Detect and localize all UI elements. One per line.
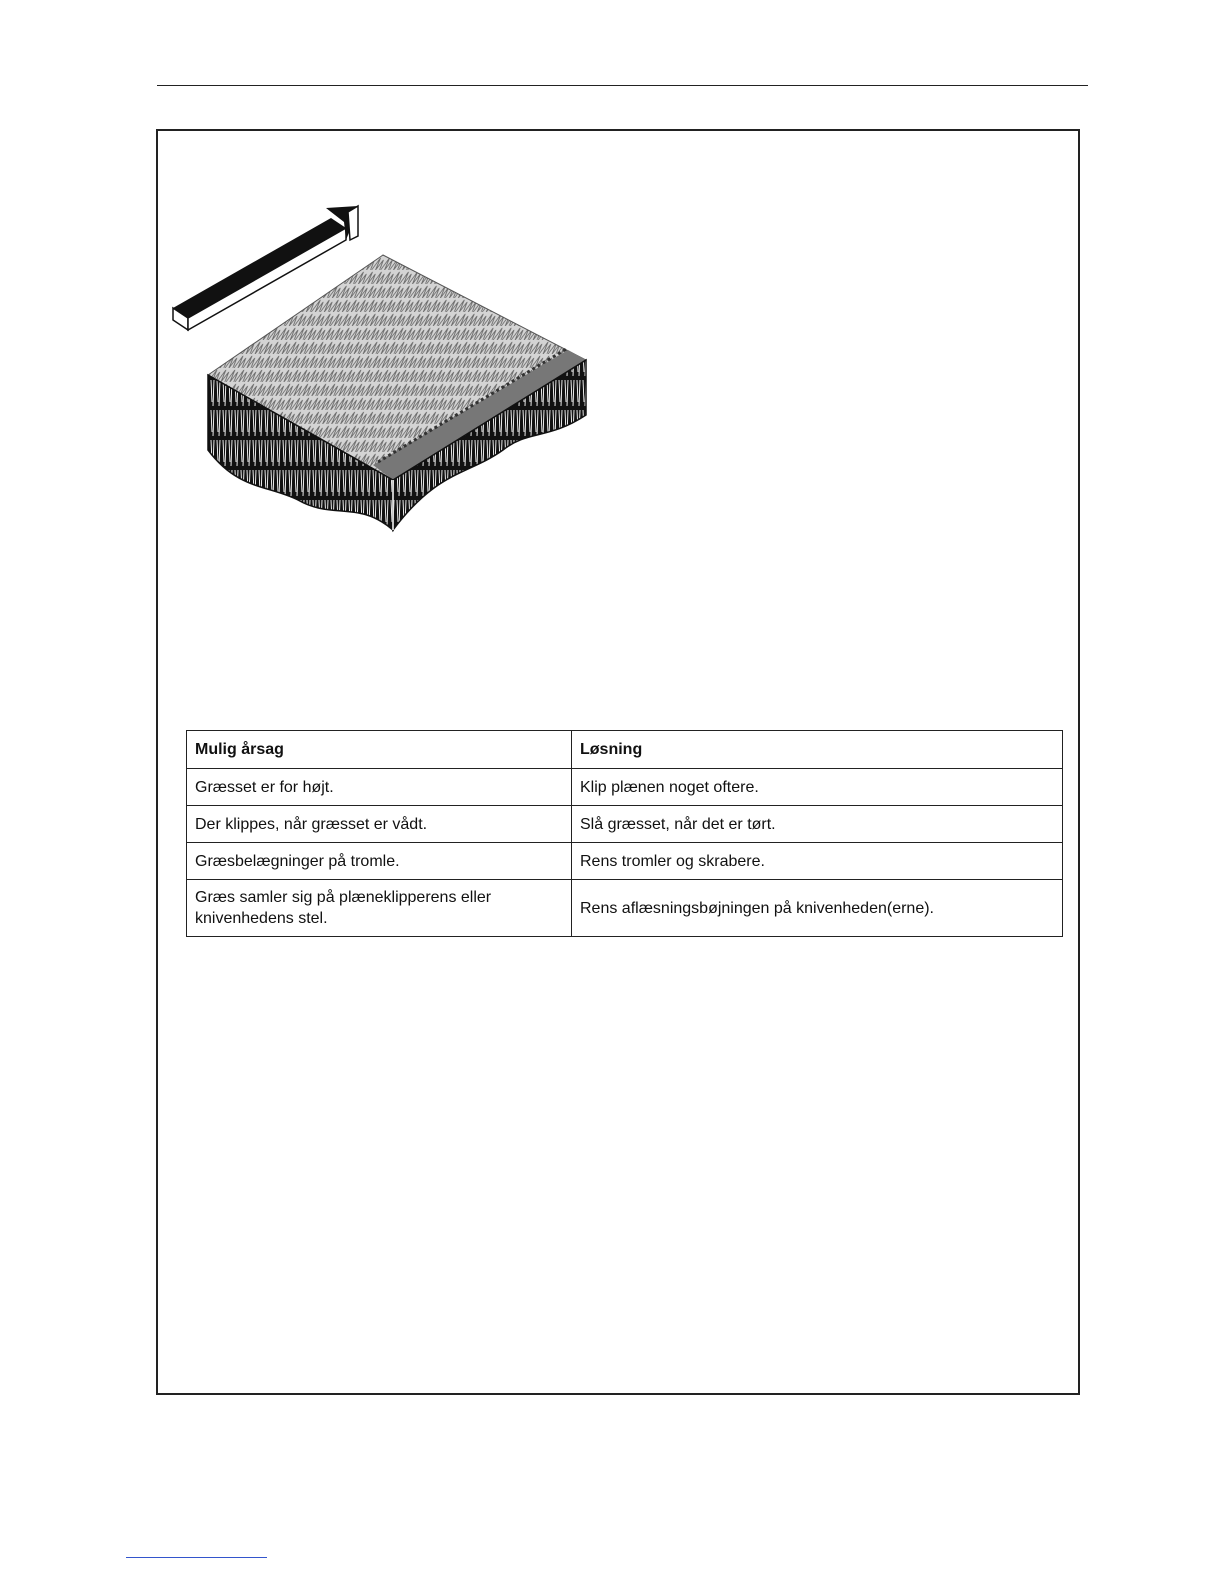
table-row [187,843,1063,880]
cause-cell: Græs samler sig på plæneklipperens eller knivenhedens stel. [187,880,572,937]
table-row [187,880,1063,937]
header-possible-cause: Mulig årsag [187,731,572,769]
solution-cell: Rens tromler og skrabere. [572,843,1063,880]
table-row [187,769,1063,806]
cause-cell: Græsbelægninger på tromle. [187,843,572,880]
cause-cell: Græsset er for højt. [187,769,572,806]
solution-cell: Rens aflæsningsbøjningen på knivenheden(erne). [572,880,1063,937]
header-rule [157,85,1088,86]
table-header-row [187,731,1063,769]
lawn-mowing-direction-illustration [168,200,598,540]
cause-cell: Der klippes, når græsset er vådt. [187,806,572,843]
table-row [187,806,1063,843]
troubleshooting-table [186,730,1063,937]
footer-link-rule [126,1557,267,1558]
solution-cell: Klip plænen noget oftere. [572,769,1063,806]
solution-cell: Slå græsset, når det er tørt. [572,806,1063,843]
header-solution: Løsning [572,731,1063,769]
